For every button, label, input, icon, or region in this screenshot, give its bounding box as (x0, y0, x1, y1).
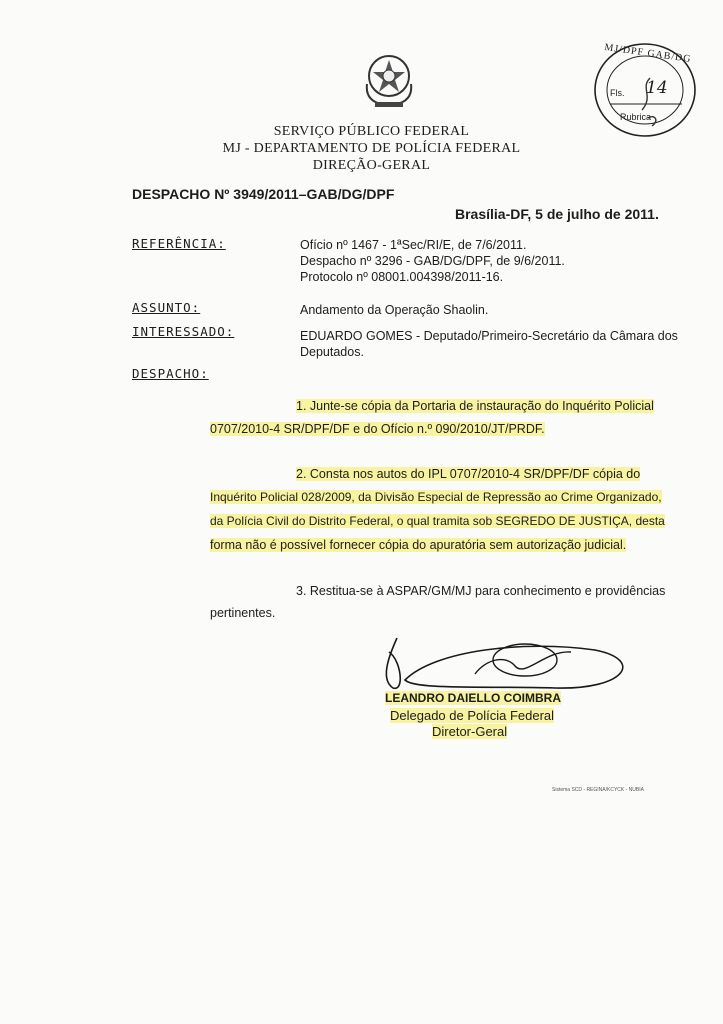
interessado-line-1: EDUARDO GOMES - Deputado/Primeiro-Secretário da Câmara dos (300, 329, 678, 343)
place-date: Brasília-DF, 5 de julho de 2011. (455, 206, 659, 222)
signatory-name-text: LEANDRO DAIELLO COIMBRA (385, 691, 561, 705)
referencia-label: REFERÊNCIA: (132, 236, 226, 251)
interessado-label: INTERESSADO: (132, 324, 235, 339)
paragraph-2-line-4 (210, 538, 626, 552)
stamp-fls-label: Fls. (610, 88, 625, 98)
header-line-2: MJ - DEPARTAMENTO DE POLÍCIA FEDERAL (222, 141, 521, 156)
signature-icon (375, 630, 645, 700)
despacho-label: DESPACHO: (132, 366, 209, 381)
paragraph-1-line-1-text: 1. Junte-se cópia da Portaria de instauração do Inquérito Policial (296, 399, 654, 413)
footer-note: Sistema SCD - REGINA/KCYCK - NUBIA (552, 787, 644, 793)
header-line-1: SERVIÇO PÚBLICO FEDERAL (273, 124, 470, 139)
paragraph-2-line-3 (210, 514, 665, 528)
interessado-line-2: Deputados. (300, 345, 364, 359)
stamp-ring-text: MJ/DPF GAB/DG (603, 41, 693, 66)
signatory-role-1 (390, 708, 554, 723)
paragraph-1-line-2 (210, 422, 545, 436)
signatory-role-2 (432, 724, 507, 739)
referencia-line-3: Protocolo nº 08001.004398/2011-16. (300, 270, 504, 284)
signatory-role-1-text: Delegado de Polícia Federal (390, 708, 555, 723)
paragraph-1-line-1 (296, 399, 654, 413)
paragraph-2-line-1 (296, 467, 640, 481)
paragraph-2-line-2 (210, 490, 662, 504)
signatory-role-2-text: Diretor-Geral (432, 724, 508, 739)
stamp-rubrica-label: Rubrica (620, 112, 652, 122)
assunto-label: ASSUNTO: (132, 300, 201, 315)
paragraph-1-line-2-text: 0707/2010-4 SR/DPF/DF e do Ofício n.º 090/2010/JT/PRDF. (210, 422, 545, 436)
handwritten-signature (375, 630, 645, 700)
signatory-name (385, 691, 561, 705)
paragraph-2-line-3-text: da Polícia Civil do Distrito Federal, o qual tramita sob SEGREDO DE JUSTIÇA, desta (210, 514, 665, 528)
assunto-value: Andamento da Operação Shaolin. (300, 303, 489, 317)
brazil-coat-of-arms (361, 50, 417, 110)
coat-of-arms-icon (361, 50, 417, 110)
paragraph-2-line-2-text: Inquérito Policial 028/2009, da Divisão Especial de Repressão ao Crime Organizado, (210, 490, 662, 504)
paragraph-2-line-4-text: forma não é possível fornecer cópia do apuratória sem autorização judicial. (210, 538, 627, 552)
stamp-fls-number: 14 (646, 78, 668, 98)
paragraph-3-line-1: 3. Restitua-se à ASPAR/GM/MJ para conhecimento e providências (296, 584, 666, 598)
paragraph-3-line-2: pertinentes. (210, 606, 276, 620)
referencia-line-1: Ofício nº 1467 - 1ªSec/RI/E, de 7/6/2011. (300, 238, 527, 252)
referencia-line-2: Despacho nº 3296 - GAB/DG/DPF, de 9/6/2011. (300, 254, 565, 268)
paragraph-2-line-1-text: 2. Consta nos autos do IPL 0707/2010-4 SR/DPF/DF cópia do (296, 467, 641, 481)
header-line-3: DIREÇÃO-GERAL (312, 158, 431, 173)
despacho-number: DESPACHO Nº 3949/2011–GAB/DG/DPF (132, 186, 395, 202)
